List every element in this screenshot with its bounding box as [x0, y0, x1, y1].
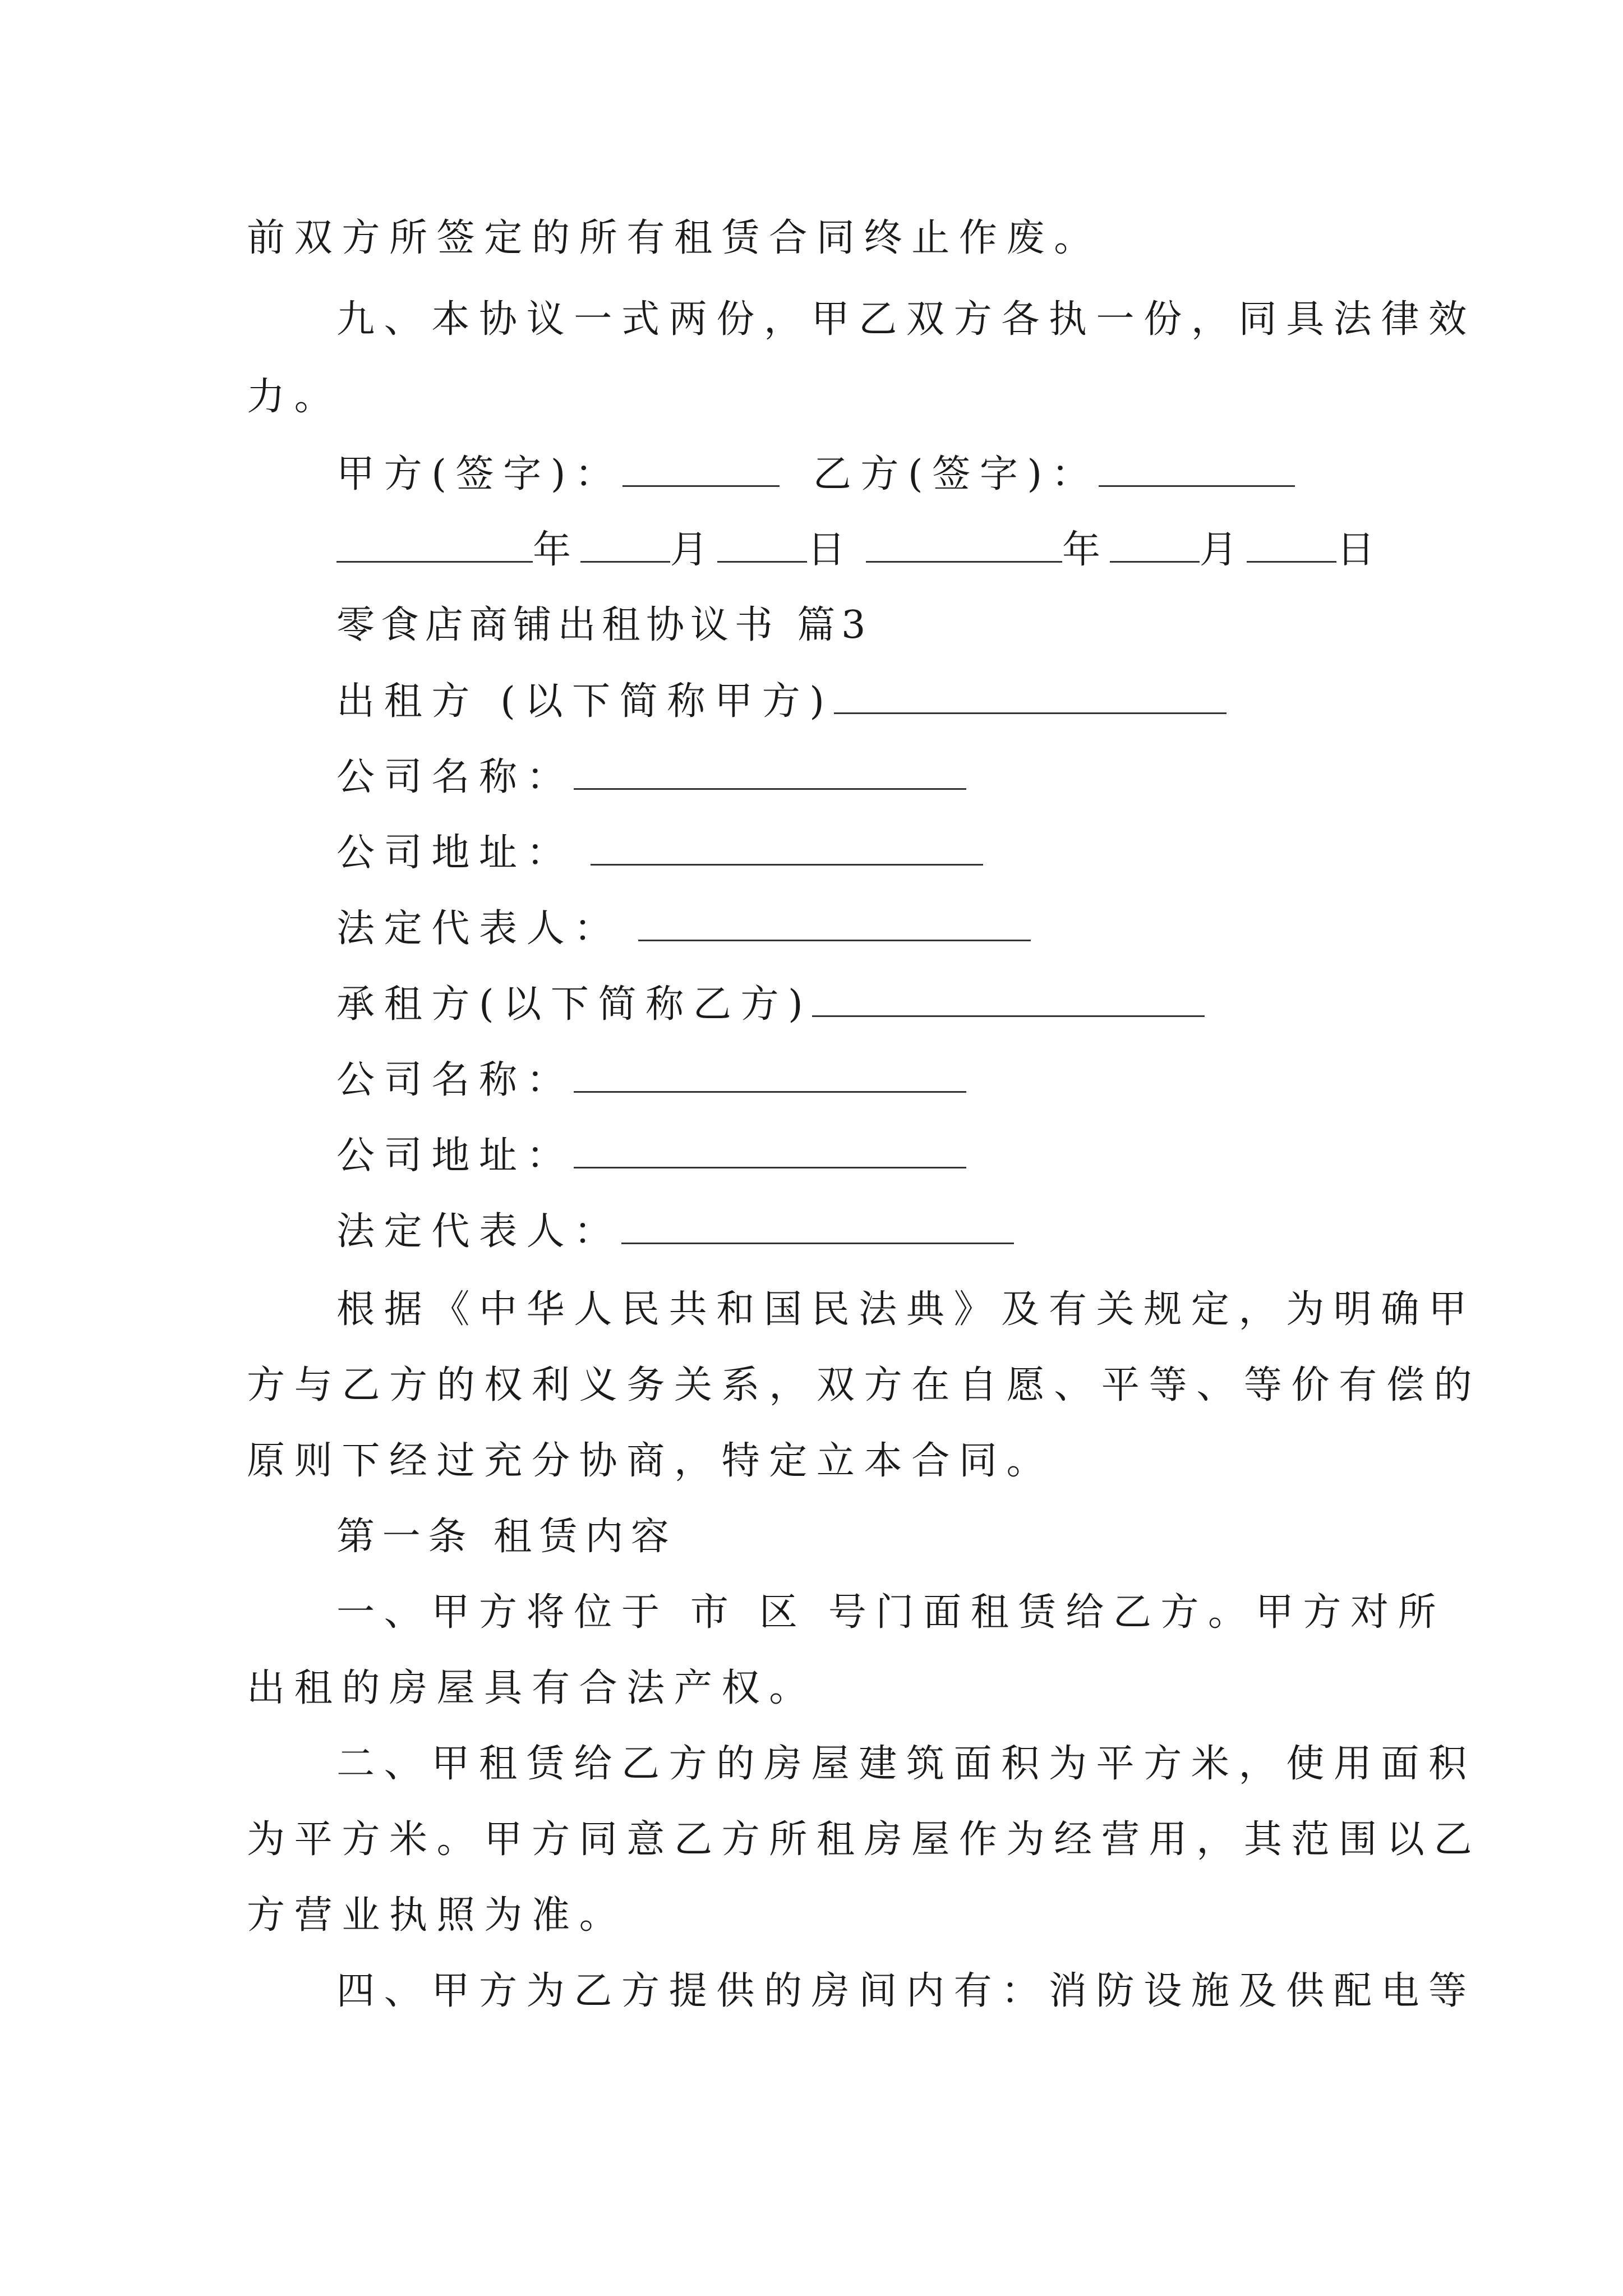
paragraph-line: 方营业执照为准。 [247, 1893, 627, 1938]
paragraph-line: 原则下经过充分协商，特定立本合同。 [247, 1439, 1054, 1483]
lessee-blank[interactable] [812, 982, 1205, 1017]
signature-line [336, 452, 1295, 497]
text-line: 力。 [247, 375, 342, 419]
party-b-day-blank[interactable] [1247, 527, 1336, 563]
lessee-label: 承租方(以下简称乙方) [336, 982, 813, 1027]
party-a-signature-label: 甲方(签字)： [336, 452, 623, 496]
company-address-label: 公司地址： [336, 1134, 574, 1178]
paragraph-line: 一、甲方将位于 市 区 号门面租赁给乙方。甲方对所 [336, 1590, 1446, 1635]
company-address-label: 公司地址： [336, 831, 574, 875]
lessor-legal-rep-line [336, 906, 1031, 951]
day-label: 日 [807, 528, 855, 572]
lessee-company-name-line [336, 1057, 966, 1103]
year-label: 年 [533, 528, 580, 572]
party-b-year-blank[interactable] [866, 527, 1062, 563]
lessor-company-address-blank[interactable] [591, 830, 983, 866]
text-line: 九、本协议一式两份，甲乙双方各执一份，同具法律效 [336, 297, 1476, 342]
lessor-line [336, 679, 1227, 724]
lessee-company-name-blank[interactable] [574, 1057, 966, 1093]
article-heading: 第一条 租赁内容 [336, 1515, 677, 1559]
legal-rep-label: 法定代表人： [336, 907, 621, 951]
section-title: 零食店商铺出租协议书 篇3 [336, 603, 872, 647]
party-b-signature-label: 乙方(签字)： [813, 452, 1099, 496]
lessee-company-address-line [336, 1133, 966, 1179]
legal-rep-label: 法定代表人： [336, 1209, 621, 1254]
date-line [336, 527, 1384, 573]
party-a-month-blank[interactable] [580, 527, 670, 563]
lessee-company-address-blank[interactable] [574, 1133, 966, 1168]
year-label: 年 [1062, 528, 1110, 572]
lessor-company-name-line [336, 754, 966, 800]
paragraph-line: 出租的房屋具有合法产权。 [247, 1666, 817, 1710]
text-line: 前双方所签定的所有租赁合同终止作废。 [247, 216, 1101, 260]
lessee-legal-rep-blank[interactable] [621, 1209, 1014, 1244]
lessor-label: 出租方 (以下简称甲方) [336, 679, 834, 724]
lessor-blank[interactable] [834, 679, 1227, 714]
day-label: 日 [1336, 528, 1385, 572]
paragraph-line: 为平方米。甲方同意乙方所租房屋作为经营用，其范围以乙 [247, 1818, 1482, 1862]
lessor-company-name-blank[interactable] [574, 754, 966, 790]
party-a-day-blank[interactable] [717, 527, 807, 563]
party-a-year-blank[interactable] [336, 527, 533, 563]
paragraph-line: 四、甲方为乙方提供的房间内有：消防设施及供配电等 [336, 1969, 1476, 2013]
party-a-signature-blank[interactable] [623, 452, 780, 487]
company-name-label: 公司名称： [336, 755, 574, 799]
month-label: 月 [670, 528, 718, 572]
paragraph-line: 二、甲租赁给乙方的房屋建筑面积为平方米，使用面积 [336, 1742, 1476, 1786]
company-name-label: 公司名称： [336, 1058, 574, 1102]
lessee-legal-rep-line [336, 1209, 1014, 1254]
lessor-legal-rep-blank[interactable] [638, 906, 1031, 941]
party-b-signature-blank[interactable] [1099, 452, 1295, 487]
party-b-month-blank[interactable] [1110, 527, 1200, 563]
paragraph-line: 方与乙方的权利义务关系，双方在自愿、平等、等价有偿的 [247, 1363, 1482, 1407]
lessor-company-address-line [336, 830, 983, 876]
paragraph-line: 根据《中华人民共和国民法典》及有关规定，为明确甲 [336, 1287, 1476, 1332]
month-label: 月 [1199, 528, 1247, 572]
lessee-line [336, 982, 1205, 1027]
